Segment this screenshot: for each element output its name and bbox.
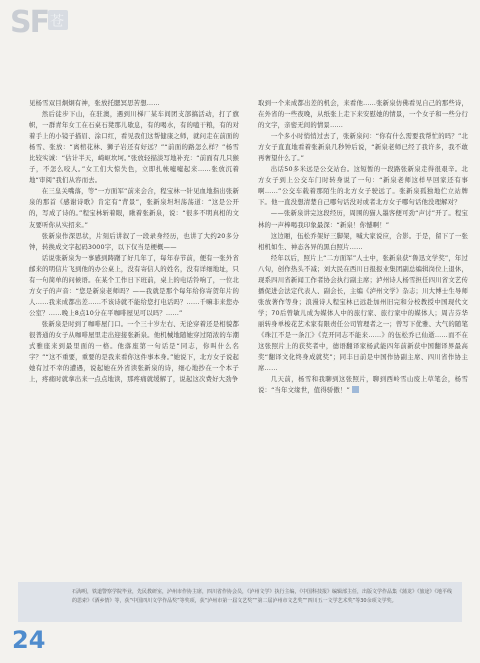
right-text-column: [258, 98, 468, 396]
paragraph: 几天前，杨雪和我聊到这张照片，聊到西岭雪山废上草笔会，杨雪说：“当年文缘世，值得骄傲！”: [258, 375, 468, 395]
author-bio-box: [18, 582, 462, 622]
left-text-column: [29, 98, 239, 385]
page-number: 24: [12, 626, 46, 654]
paragraph: 话说张新泉为一事感到踌躇了好几年了，每年春节前，便有一张外省邮来的明信片飞到他的办公桌上，没有寄信人的姓名，没有详细地址，只有一句简单的问候语。在某个工作日下班前，桌上的电话铃响了，一位北方女子的声音：“您是新泉老师吗？——我就是那个每年给你寄贺年片的人……我来成都出差……不该诗就不能给您打电话吗？……千嘛非来您办公室？……晚上8点10分在平咖啡屋见可以吗？……”: [29, 253, 239, 317]
paragraph: 一个多小时悄悄过去了，张新泉问：“你有什么需要我帮忙的吗？”北方女子直直地看着张新泉几秒钟后说，“新泉老师已经了我许多，我不敢再奢望什么了。”: [258, 132, 468, 163]
logo-mark: 苍: [50, 14, 64, 30]
author-bio-text: 石海明，铁道警察学院毕业，先民教研室，泸州市作协主席，四川省作协会员，《泸州文学》执行主编，《中国科技报》编辑部主任，出版文学作品集《蒲龙》《旅途》《地平线的思索》《酒乡情》等，获“中国四川文学作品奖”等奖项，获“泸州市第一届文艺奖”“第二届泸州市文艺奖”“四川五一文学艺术奖”等30余项文学奖。: [72, 589, 453, 604]
logo-letters: SF: [10, 5, 49, 38]
paragraph: 张新泉是时到了咖啡屋门口。一个三十岁左右、无论穿着还是相貌都很普通的女子从咖啡屋里走出迎接张新泉。他机械地随她穿过陌浓的车潮式雅座来到最里面的一格。他落座第一句话是“同志，你叫什么名字？”“这不重要，重要的是我来看你这件事本身。”她说下，北方女子说起她有过不幸的遭遇，说起她在外省读张新泉的诗，细心地抄在一个本子上，疼痛时就拿出来一点点地读，那疼痛就缓解了，说起这次费好大劲争: [29, 319, 239, 384]
paragraph: 见杨雪双目炯炯有神，张放托腮冥思苦想……: [29, 99, 160, 107]
magazine-logo: [8, 4, 72, 38]
paragraph: 出话50多米远是公交站台。这短暂的一段路张新泉走得很艰辛。北方女子到上公交车门时转身说了一句：“新泉老师这样早回家还有事啊……”公交车载着那陌生的北方女子驶远了。张新泉孤独地伫立站牌下。他一直没想清楚自己哪句话没对或者北方女子哪句话他没理解对？: [258, 165, 468, 207]
paragraph: 经年以后，照片上“二方面军”人士中，张新泉获“鲁迅文学奖”，年过八旬，创作热头不减；刘大民在西川日报报业集团副总编辑岗位上退休，现系四川省新闻工作者协会执行副主席；泸州诗人杨雪担任四川省文艺传播促进会法定代表人、副会长，主编《泸州文学》杂志；川大博士生导师张放著作等身；浪漫诗人程宝林已远赴加州旧完和分校教授中国现代文学；70后曾敏儿成为媒体人中的旅行家、旅行家中的媒体人；周吉芬华丽转身单梭花艺术家有限责任公司管理者之一；曾写下优雅、大气的随笔《珠江不是一条江》《克开同志不能来……》的伍松乔已仙逝……而不在这张照片上的获奖者中，德语翻译家杨武能四年前新获中国翻译界最高奖“翻译文化终身成就奖”；同丰日前是中国作协副主席、四川省作协主席……: [258, 253, 468, 373]
paragraph: 在三皇关嘴落，等“一方面军”前来会合，程宝林一针见血地指出张新泉的那首《感谢诗歌》肯定有“背景”，张新泉坦坦荡荡道：“这是公开的，写成了诗的。”程宝林斩着眼，瞅着张新泉，说：“很多不明真相的文友要听你从实招来。”: [29, 187, 239, 229]
end-mark-icon: [352, 386, 359, 393]
paragraph: 然后徒步下山，在驻澳，遇到川梯厂某车间团支部搞活动，打了旗帜，一群青年女工在石桌石凳那儿歇息，有的喝水，有的嗑干粮，有的对着手上的小镜子描眉、涂口红，看见我们这帮健康之师，就问走在前面的杨雪、张放：“离棺花林、狮子岩还有好远？”“前面的路怎么样？”杨雪比较实诚：“估计半天，崎岖坎坷。”张放轻描淡写地补充：“前面有几只猴子，不怎么咬人。”女工们大惊失色，立即扎帐嘘嘘起来……张放沉着地“审阅”我们从容而去。: [29, 110, 239, 185]
paragraph: 这边厢，伍松乔架好三脚架，喊大家说应，合影。于是，留下了一张相机如生、神态各异的黑白照片……: [258, 231, 468, 251]
logo-icon: [8, 4, 72, 38]
paragraph: 取到一个来成都出差的机会，来看他……张新泉仿佛看见自己的那些诗，在外省的一些夜晚，从纸张上走下来安慰她的情景，一个女子和一些分行的文字，亲密无间的情景……: [258, 99, 468, 130]
paragraph: ——张新泉讲完这段经历，周围的猫人墨客便可劲“声讨”开了。程宝林的一声棒喝我印象最深：“新泉！你憾啊！”: [258, 209, 468, 229]
paragraph: 张新泉作深思状，片刻后讲叙了一段录身经历，也讲了大约20多分钟，转换成文字起码3000字，以下仅当是梗概——: [29, 231, 239, 251]
